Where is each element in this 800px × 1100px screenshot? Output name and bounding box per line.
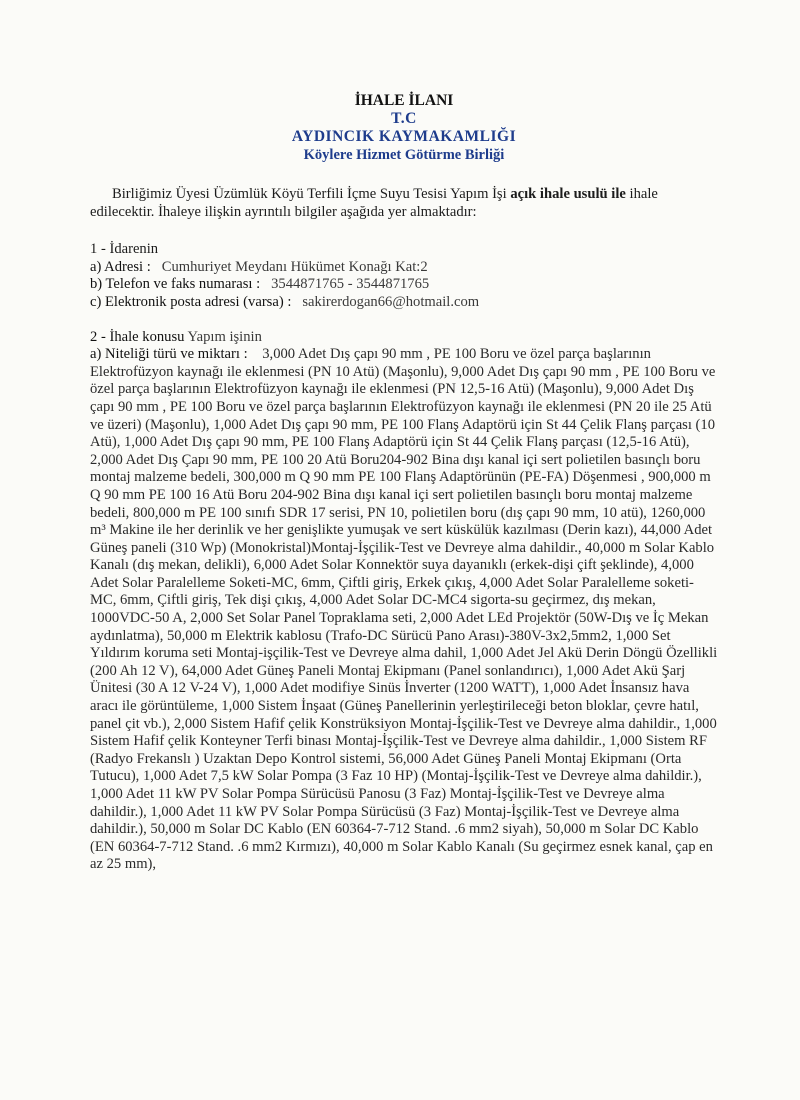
nature-label: a) Niteliği türü ve miktarı : [90,346,248,363]
document-page [90,92,718,874]
section2-heading-label: 2 - İhale konusu [90,328,185,345]
section2-heading-value: Yapım işinin [187,328,262,345]
phone-label: b) Telefon ve faks numarası : [90,276,261,293]
section-authority [90,241,718,311]
nature-paragraph [90,346,718,874]
announcement-title: İHALE İLANI [354,92,454,109]
address-label: a) Adresi : [90,258,151,275]
email-label: c) Elektronik posta adresi (varsa) : [90,293,292,310]
address-row [90,259,718,277]
phone-value: 3544871765 - 3544871765 [271,276,430,293]
section2-heading [90,329,718,347]
intro-text-2: ihale edilecektir. İhaleye ilişkin ayrıntılı bilgiler aşağıda yer almaktadır: [90,186,658,220]
header-authority: AYDINCIK KAYMAKAMLIĞI [291,128,517,145]
address-value: Cumhuriyet Meydanı Hükümet Konağı Kat:2 [161,258,428,275]
intro-paragraph [90,186,718,221]
intro-bold: açık ihale usulü ile [510,186,626,202]
header-tc: T.C [391,110,417,127]
section-subject [90,329,718,874]
phone-row [90,276,718,294]
document-header [90,92,718,164]
email-row [90,294,718,312]
nature-value: 3,000 Adet Dış çapı 90 mm , PE 100 Boru ve özel parça başlarının Elektrofüzyon kaynağı ile eklenmesi (PN 10 Atü) (Maşonlu), 9,000 Adet Dış çapı 90 mm , PE 100 Boru ve özel parça başlarının Elektrofüzyon kaynağı ile eklenmesi (PN 12,5-16 Atü) (Maşonlu), 9,000 Adet Dış çapı 90 mm , PE 100 Boru ve özel parça başlarının Elektrofüzyon kaynağı ile eklenmesi (PN 20 ile 25 Atü ve üzeri) (Maşonlu), 1,000 Adet Dış çapı 90 mm, PE 100 Flanş Adaptörü için St 44 Çelik Flanş parçası (10 Atü), 1,000 Adet Dış çapı 90 mm, PE 100 Flanş Adaptörü için St 44 Çelik Flanş parçası (12,5-16 Atü), 2,000 Adet Dış Çapı 90 mm, PE 100 20 Atü Boru204-902 Bina dışı kanal içi sert polietilen basınçlı boru montaj malzeme bedeli, 300,000 m Q 90 mm PE 100 Flanş Adaptörünün (PE-FA) Döşenmesi , 900,000 m Q 90 mm PE 100 16 Atü Boru 204-902 Bina dışı kanal içi sert polietilen basınçlı boru montaj malzeme bedeli, 800,000 m PE 100 sınıfı SDR 17 serisi, PN 10, polietilen boru (dış çapı 90 mm, 10 atü), 1260,000 m³ Makine ile her derinlik ve her genişlikte yumuşak ve sert küskülük kazılması (Derin kazı), 44,000 Adet Güneş paneli (310 Wp) (Monokristal)Montaj-İşçilik-Test ve Devreye alma dahildir., 40,000 m Solar Kablo Kanalı (dış mekan, delikli), 6,000 Adet Solar Konnektör suya dayanıklı (erkek-dişi çift şeklinde), 4,000 Adet Solar Paralelleme Soketi-MC, 6mm, Çiftli giriş, Erkek çıkış, 4,000 Adet Solar Paralelleme soketi-MC, 6mm, Çiftli giriş, Tek dişi çıkış, 4,000 Adet Solar DC-MC4 sigorta-su geçirmez, dış mekan, 1000VDC-50 A, 2,000 Set Solar Panel Topraklama seti, 2,000 Adet LEd Projektör (50W-Dış ve İç Mekan aydınlatma), 50,000 m Elektrik kablosu (Trafo-DC Sürücü Pano Arası)-380V-3x2,5mm2, 1,000 Set Yıldırım koruma seti Montaj-işçilik-Test ve Devreye alma dahil, 1,000 Adet Jel Akü Derin Döngü Özellikli (200 Ah 12 V), 64,000 Adet Güneş Paneli Montaj Ekipmanı (Panel sonlandırıcı), 1,000 Adet Akü Şarj Ünitesi (30 A 12 V-24 V), 1,000 Adet modifiye Sinüs İnverter (1200 WATT), 1,000 Adet İnsansız hava aracı ile görüntüleme, 1,000 Sistem İnşaat (Güneş Panellerinin yerleştirileceği beton bloklar, çevre hatıl, panel çit vb.), 2,000 Sistem Hafif çelik Konstrüksiyon Montaj-İşçilik-Test ve Devreye alma dahildir., 1,000 Sistem Hafif çelik Konteyner Terfi binası Montaj-İşçilik-Test ve Devreye alma dahildir., 1,000 Sistem RF (Radyo Frekanslı ) Uzaktan Depo Kontrol sistemi, 56,000 Adet Güneş Paneli Montaj Ekipmanı (Orta Tutucu), 1,000 Adet 7,5 kW Solar Pompa (3 Faz 10 HP) (Montaj-İşçilik-Test ve Devreye alma dahildir.), 1,000 Adet 11 kW PV Solar Pompa Sürücüsü Panosu (3 Faz) Montaj-İşçilik-Test ve Devreye alma dahildir.), 1,000 Adet 11 kW PV Solar Pompa Sürücüsü (3 Faz) Montaj-İşçilik-Test ve Devreye alma dahildir.), 50,000 m Solar DC Kablo (EN 60364-7-712 Stand. .6 mm2 siyah), 50,000 m Solar DC Kablo (EN 60364-7-712 Stand. .6 mm2 Kırmızı), 40,000 m Solar Kablo Kanalı (Su geçirmez esnek kanal, çap en az 25 mm), [90,346,718,873]
intro-text: Birliğimiz Üyesi Üzümlük Köyü Terfili İçme Suyu Tesisi Yapım İşi [112,186,507,202]
email-value: sakirerdogan66@hotmail.com [302,293,480,310]
section1-heading: 1 - İdarenin [90,241,159,258]
header-union: Köylere Hizmet Götürme Birliği [303,147,505,163]
